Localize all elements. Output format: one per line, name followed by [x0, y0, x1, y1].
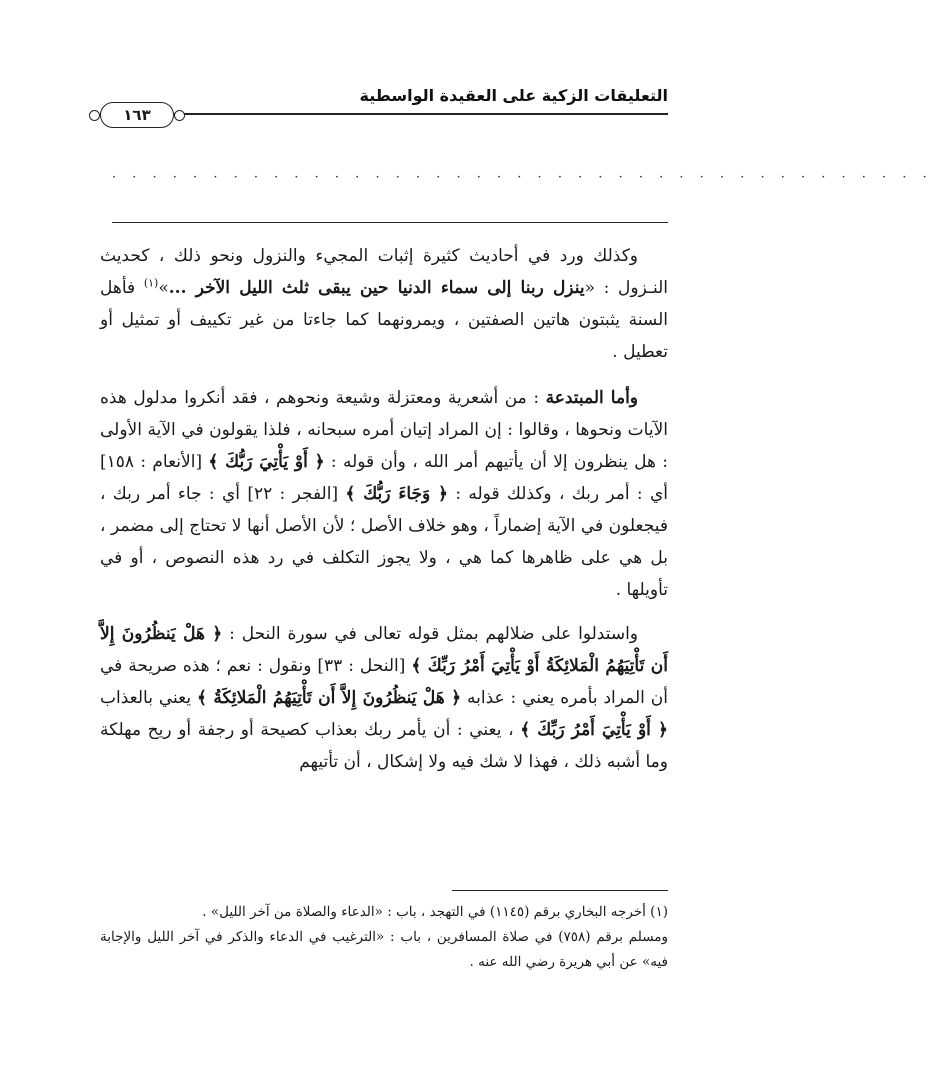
dotted-separator: · · · · · · · · · · · · · · · · · · · · · · · · · · · · · · · · · · · · · · · · · — [112, 170, 933, 185]
p3-text-a: واستدلوا على ضلالهم بمثل قوله تعالى في سورة النحل : — [222, 624, 639, 644]
page-number-ornament — [100, 102, 174, 128]
p1-text-c: فأهل السنة يثبتون هاتين الصفتين ، ويمرونهما كما جاءتا من غير تكييف أو تمثيل أو تعطيل . — [100, 278, 668, 362]
p2-text-b: [الأنعام : ١٥٨] أي : أمر ربك ، وكذلك قوله : — [100, 452, 668, 504]
page-number: ١٦٣ — [123, 106, 151, 124]
quran-quote: ﴿ هَلْ يَنظُرُونَ إِلاَّ أَن تَأْتِيَهُمُ الْمَلائِكَةُ أَوْ يَأْتِيَ أَمْرُ رَبِّكَ ﴾ — [100, 624, 668, 676]
footnote-rule — [452, 890, 668, 891]
footnote-1-line-2: ومسلم برقم (٧٥٨) في صلاة المسافرين ، باب : «الترغيب في الدعاء والذكر في آخر الليل والإجابة فيه» عن أبي هريرة رضي الله عنه . — [100, 929, 668, 970]
p2-text-c: [الفجر : ٢٢] أي : جاء أمر ربك ، فيجعلون في الآية إضماراً ، وهو خلاف الأصل ؛ لأن الأصل أنها لا تحتاج إلى مضمر ، بل هي على ظاهرها كما هي ، ولا يجوز التكلف في رد هذه النصوص ، أو في تأويلها . — [100, 484, 668, 600]
p2-text-a: : من أشعرية ومعتزلة وشيعة ونحوهم ، فقد أنكروا مدلول هذه الآيات ونحوها ، وقالوا : إن المراد إتيان أمره سبحانه ، فلذا يقولون في الآية الأولى : هل ينظرون إلا أن يأتيهم أمر الله ، وأن قوله : — [100, 388, 668, 472]
p3-text-c: يعني بالعذاب — [100, 688, 197, 708]
hadith-text: ينزل ربنا إلى سماء الدنيا حين يبقى ثلث الليل الآخر ... — [168, 278, 585, 298]
book-title: التعليقات الزكية على العقيدة الواسطية — [359, 86, 668, 105]
p1-text-b: » — [158, 278, 169, 298]
quran-quote: ﴿ أَوْ يَأْتِيَ أَمْرُ رَبِّكَ ﴾ — [520, 720, 668, 740]
header-rule — [100, 113, 668, 115]
running-header — [100, 82, 668, 132]
term-mubtadia: وأما المبتدعة — [545, 388, 639, 408]
p1-text-a: وكذلك ورد في أحاديث كثيرة إثبات المجيء والنزول ونحو ذلك ، كحديث النـزول : « — [100, 246, 668, 298]
paragraph-2 — [100, 382, 668, 606]
main-text — [100, 240, 668, 792]
paragraph-3 — [100, 618, 668, 778]
quran-quote: ﴿ هَلْ يَنظُرُونَ إِلاَّ أَن تَأْتِيَهُمُ الْمَلائِكَةُ ﴾ — [196, 688, 462, 708]
quran-quote: ﴿ أَوْ يَأْتِيَ رَبُّكَ ﴾ — [208, 452, 325, 472]
p3-text-d: ، يعني : أن يأمر ربك بعذاب كصيحة أو رجفة أو ريح مهلكة وما أشبه ذلك ، فهذا لا شك فيه ولا إشكال ، أن تأتيهم — [100, 720, 668, 772]
footnotes — [100, 900, 668, 975]
footnote-ref-1: (١) — [143, 276, 159, 290]
footnote-1-line-1: (١) أخرجه البخاري برقم (١١٤٥) في التهجد ، باب : «الدعاء والصلاة من آخر الليل» . — [202, 904, 668, 920]
paragraph-1 — [100, 240, 668, 368]
p3-text-b: [النحل : ٣٣] ونقول : نعم ؛ هذه صريحة في أن المراد بأمره يعني : عذابه — [100, 656, 668, 708]
top-rule — [112, 222, 668, 223]
quran-quote: ﴿ وَجَاءَ رَبُّكَ ﴾ — [345, 484, 449, 504]
